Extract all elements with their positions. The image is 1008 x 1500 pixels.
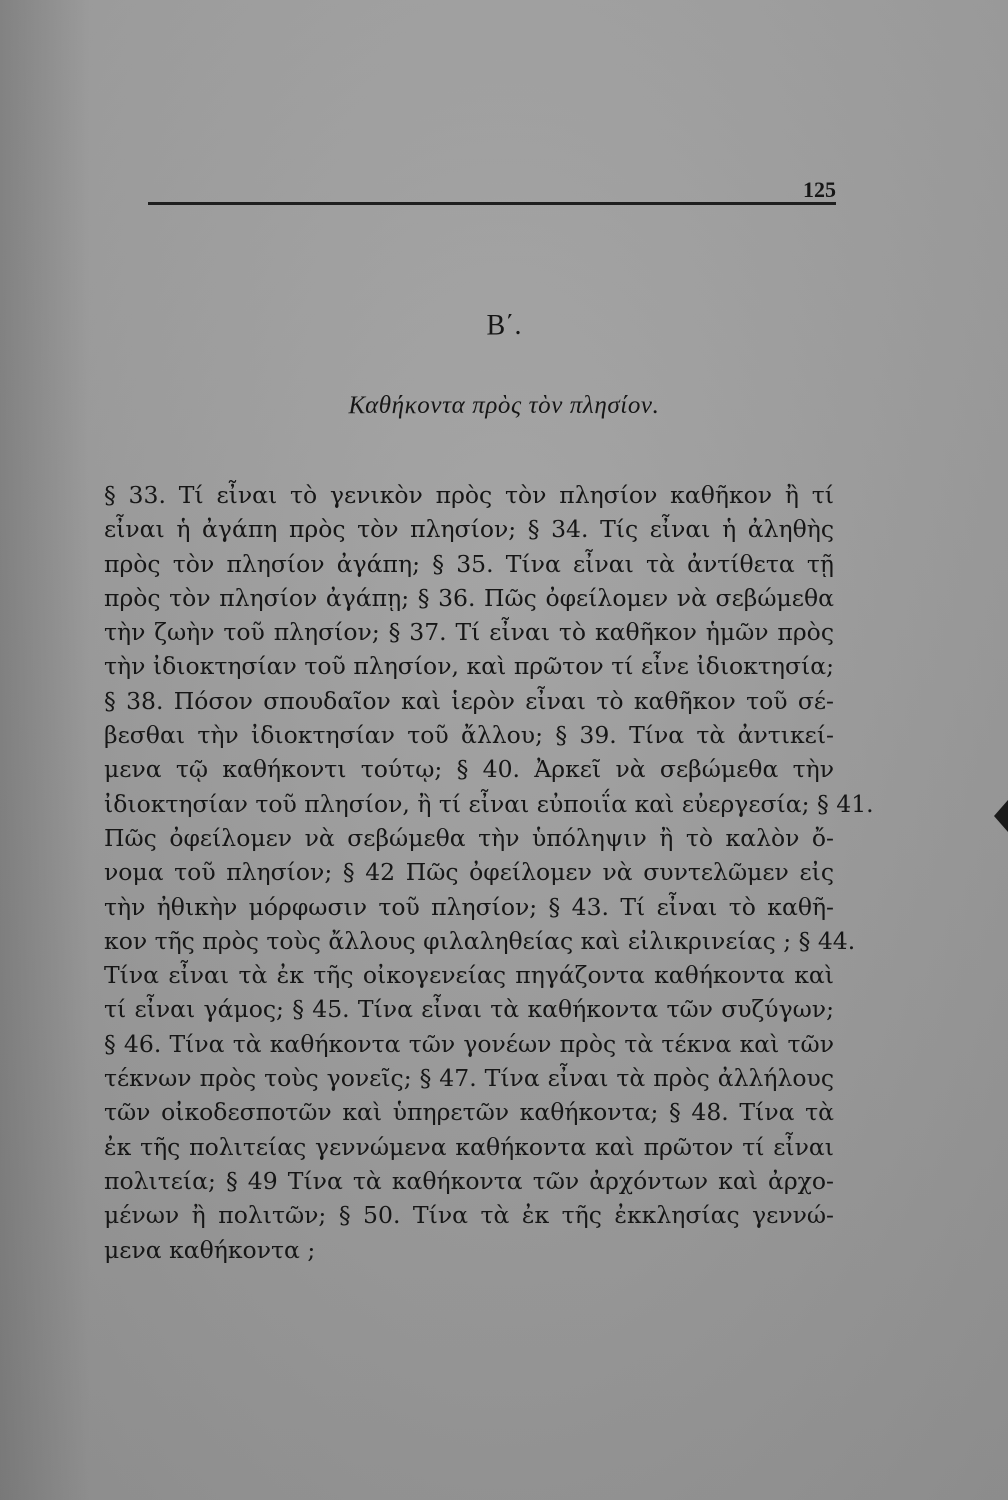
text-line: ἐκ τῆς πολιτείας γεννώμενα καθήκοντα καὶ πρῶτον τί εἶναι bbox=[104, 1132, 834, 1161]
text-line: μένων ἢ πολιτῶν; § 50. Τίνα τὰ ἐκ τῆς ἐκκλησίας γεννώ- bbox=[104, 1201, 834, 1230]
section-letter: Β΄. bbox=[486, 310, 522, 341]
text-line: τέκνων πρὸς τοὺς γονεῖς; § 47. Τίνα εἶναι τὰ πρὸς ἀλλήλους bbox=[104, 1064, 834, 1093]
text-line: ἰδιοκτησίαν τοῦ πλησίον, ἢ τί εἶναι εὐποιΐα καὶ εὐεργεσία; § 41. bbox=[104, 789, 874, 818]
text-line: μενα καθήκοντα ; bbox=[104, 1235, 316, 1264]
header-rule bbox=[148, 202, 836, 205]
text-line: τῶν οἰκοδεσποτῶν καὶ ὑπηρετῶν καθήκοντα; § 48. Τίνα τὰ bbox=[104, 1098, 834, 1127]
text-line: τὴν ζωὴν τοῦ πλησίον; § 37. Τί εἶναι τὸ καθῆκον ἡμῶν πρὸς bbox=[104, 618, 834, 647]
body-text bbox=[104, 478, 874, 1267]
text-line: πολιτεία; § 49 Τίνα τὰ καθήκοντα τῶν ἀρχόντων καὶ ἀρχο- bbox=[104, 1166, 834, 1195]
text-line: κον τῆς πρὸς τοὺς ἄλλους φιλαληθείας καὶ εἰλικρινείας ; § 44. bbox=[104, 926, 856, 955]
text-line: Πῶς ὀφείλομεν νὰ σεβώμεθα τὴν ὑπόληψιν ἢ τὸ καλὸν ὄ- bbox=[104, 823, 834, 852]
page-number: 125 bbox=[803, 177, 836, 202]
text-line: βεσθαι τὴν ἰδιοκτησίαν τοῦ ἄλλου; § 39. Τίνα τὰ ἀντικεί- bbox=[104, 721, 834, 750]
text-line: μενα τῷ καθήκοντι τούτῳ; § 40. Ἀρκεῖ νὰ σεβώμεθα τὴν bbox=[104, 755, 834, 784]
text-line: § 46. Τίνα τὰ καθήκοντα τῶν γονέων πρὸς τὰ τέκνα καὶ τῶν bbox=[104, 1029, 834, 1058]
text-line: § 38. Πόσον σπουδαῖον καὶ ἱερὸν εἶναι τὸ καθῆκον τοῦ σέ- bbox=[104, 686, 834, 715]
section-title: Καθήκοντα πρὸς τὸν πλησίον. bbox=[348, 392, 660, 419]
text-line: Τίνα εἶναι τὰ ἐκ τῆς οἰκογενείας πηγάζοντα καθήκοντα καὶ bbox=[104, 961, 834, 990]
text-line: τὴν ἰδιοκτησίαν τοῦ πλησίον, καὶ πρῶτον τί εἶνε ἰδιοκτησία; bbox=[104, 652, 834, 681]
text-line: τὴν ἠθικὴν μόρφωσιν τοῦ πλησίον; § 43. Τί εἶναι τὸ καθῆ- bbox=[104, 892, 834, 921]
page-edge-shadow bbox=[0, 0, 90, 1500]
text-line: πρὸς τὸν πλησίον ἀγάπῃ; § 36. Πῶς ὀφείλομεν νὰ σεβώμεθα bbox=[104, 583, 834, 612]
page-edge-mark bbox=[994, 800, 1008, 832]
text-line: νομα τοῦ πλησίον; § 42 Πῶς ὀφείλομεν νὰ συντελῶμεν εἰς bbox=[104, 858, 834, 887]
text-line: πρὸς τὸν πλησίον ἀγάπη; § 35. Τίνα εἶναι τὰ ἀντίθετα τῇ bbox=[104, 549, 834, 578]
text-line: εἶναι ἡ ἀγάπη πρὸς τὸν πλησίον; § 34. Τίς εἶναι ἡ ἀληθὴς bbox=[104, 515, 834, 544]
text-line: § 33. Τί εἶναι τὸ γενικὸν πρὸς τὸν πλησίον καθῆκον ἢ τί bbox=[104, 481, 834, 509]
text-line: τί εἶναι γάμος; § 45. Τίνα εἶναι τὰ καθήκοντα τῶν συζύγων; bbox=[104, 995, 834, 1024]
